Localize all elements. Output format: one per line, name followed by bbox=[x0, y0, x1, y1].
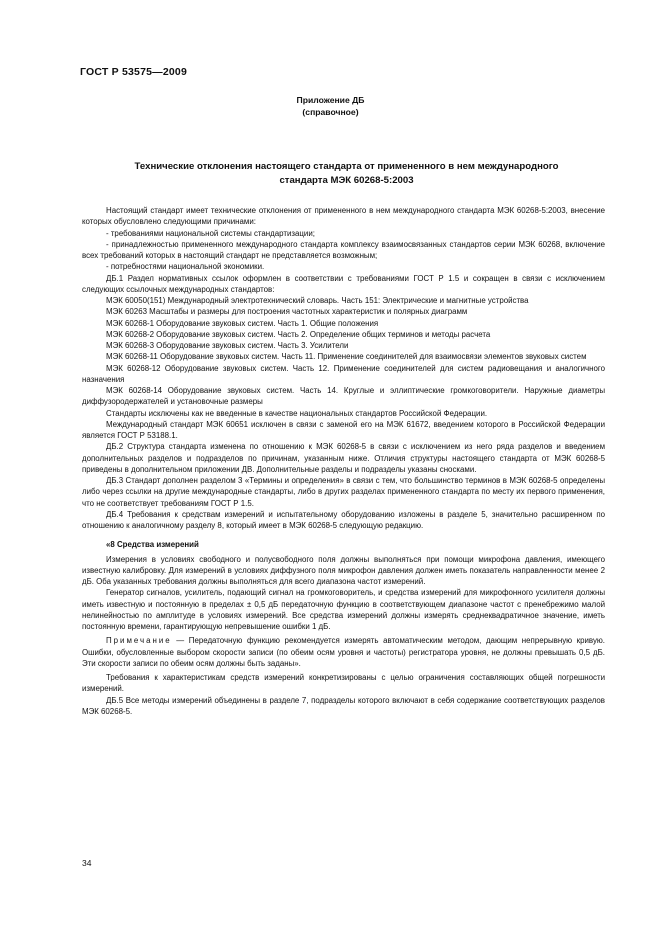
note-text: — Передаточную функцию рекомендуется измерять автоматическим методом, дающим непрерывную кривую. Ошибки, обусловленные выбором скорости записи (по обеим осям уровня и частоты) регистратора уровня, не должны превышать 0,5 дБ. Эти скорости записи по обеим осям должны быть заданы». bbox=[82, 636, 605, 668]
paragraph: - потребностями национальной экономики. bbox=[106, 262, 265, 272]
document-title bbox=[90, 160, 603, 188]
paragraph: ДБ.3 Стандарт дополнен разделом 3 «Термины и определения» в связи с тем, что большинство терминов в МЭК 60268-5 определены либо через ссылки на другие международные стандарты, либо в других разделах примененного стандарта по месту их первого применения, что не соответствует требованиям ГОСТ Р 1.5. bbox=[82, 476, 605, 508]
note-label: Примечание bbox=[106, 636, 172, 646]
paragraph: МЭК 60050(151) Международный электротехнический словарь. Часть 151: Электрические и магнитные устройства bbox=[106, 296, 529, 305]
paragraph: МЭК 60268-2 Оборудование звуковых систем. Часть 2. Определение общих терминов и методы расчета bbox=[106, 329, 491, 339]
paragraph: ДБ.5 Все методы измерений объединены в разделе 7, подразделы которого включают в себя содержание соответствующих разделов МЭК 60268-5. bbox=[82, 695, 605, 716]
paragraph: Генератор сигналов, усилитель, подающий сигнал на громкоговоритель, и средства измерений для микрофонного усилителя должны иметь известную и постоянную в пределах ± 0,5 дБ передаточную функцию в соответствующем диапазоне частот с пренебрежимо малой нелинейностью по амплитуде в условиях измерений. Все средства измерений должны измерять среднеквадратичное значение, иметь постоянную времени, гарантирующую непревышение ошибки 1 дБ. bbox=[82, 588, 605, 631]
paragraph: Стандарты исключены как не введенные в качестве национальных стандартов Российской Федерации. bbox=[106, 408, 488, 418]
paragraph: МЭК 60268-12 Оборудование звуковых систем. Часть 12. Применение соединителей для систем радиовещания и аналогичного назначения bbox=[82, 363, 605, 384]
paragraph: МЭК 60268-3 Оборудование звуковых систем. Часть 3. Усилители bbox=[106, 341, 349, 350]
paragraph: - требованиями национальной системы стандартизации; bbox=[106, 228, 315, 238]
appendix-title: Приложение ДБ bbox=[296, 95, 365, 105]
paragraph: МЭК 60268-1 Оборудование звуковых систем. Часть 1. Общие положения bbox=[106, 318, 379, 328]
paragraph: ДБ.1 Раздел нормативных ссылок оформлен в соответствии с требованиями ГОСТ Р 1.5 и сокращен в связи с исключением следующих ссылочных международных стандартов: bbox=[82, 273, 605, 294]
note bbox=[82, 635, 605, 669]
standard-code-header: ГОСТ Р 53575—2009 bbox=[80, 66, 188, 78]
page-number: 34 bbox=[82, 858, 92, 868]
paragraph: Требования к характеристикам средств измерений конкретизированы с целью ограничения составляющих общей погрешности измерений. bbox=[82, 673, 605, 694]
paragraph: - принадлежностью примененного международного стандарта комплексу взаимосвязанных стандартов серии МЭК 60268, включение всех требований которых в настоящий стандарт не представляется возможным; bbox=[82, 239, 605, 260]
paragraph: МЭК 60268-14 Оборудование звуковых систем. Часть 14. Круглые и эллиптические громкоговорители. Наружные диаметры диффузородержателей и установочные размеры bbox=[82, 386, 605, 407]
paragraph: Международный стандарт МЭК 60651 исключен в связи с заменой его на МЭК 61672, введением которого в Российской Федерации является ГОСТ Р 53188.1. bbox=[82, 419, 605, 440]
document-body bbox=[82, 205, 605, 717]
title-line-1: Технические отклонения настоящего стандарта от примененного в нем международного bbox=[134, 161, 559, 172]
appendix-type: (справочное) bbox=[302, 107, 359, 117]
paragraph: МЭК 60263 Масштабы и размеры для построения частотных характеристик и полярных диаграмм bbox=[106, 307, 468, 317]
title-line-2: стандарта МЭК 60268-5:2003 bbox=[279, 175, 414, 186]
section-heading: «8 Средства измерений bbox=[106, 540, 199, 550]
paragraph: ДБ.4 Требования к средствам измерений и испытательному оборудованию изложены в разделе 5, значительно расширенном по отношению к аналогичному разделу 8, который имеет в МЭК 60268-5 следующую редакцию. bbox=[82, 509, 605, 530]
paragraph: ДБ.2 Структура стандарта изменена по отношению к МЭК 60268-5 в связи с исключением из него ряда разделов и введением дополнительных разделов и подразделов по причинам, указанным ниже. Отличия структуры настоящего стандарта от МЭК 60268-5 приведены в дополнительном приложении ДВ. Дополнительные разделы и подразделы указаны сносками. bbox=[82, 442, 605, 474]
paragraph: Измерения в условиях свободного и полусвободного поля должны выполняться при помощи микрофона давления, имеющего известную калибровку. Для измерений в условиях диффузного поля микрофон давления должен иметь показатель направленности менее 2 дБ. Оба указанных требования должны выполняться для всего диапазона частот измерений. bbox=[82, 554, 605, 586]
paragraph: МЭК 60268-11 Оборудование звуковых систем. Часть 11. Применение соединителей для взаимосвязи элементов звуковых систем bbox=[106, 352, 587, 362]
paragraph: Настоящий стандарт имеет технические отклонения от примененного в нем международного стандарта МЭК 60268-5:2003, внесение которых обусловлено следующими причинами: bbox=[82, 206, 605, 227]
